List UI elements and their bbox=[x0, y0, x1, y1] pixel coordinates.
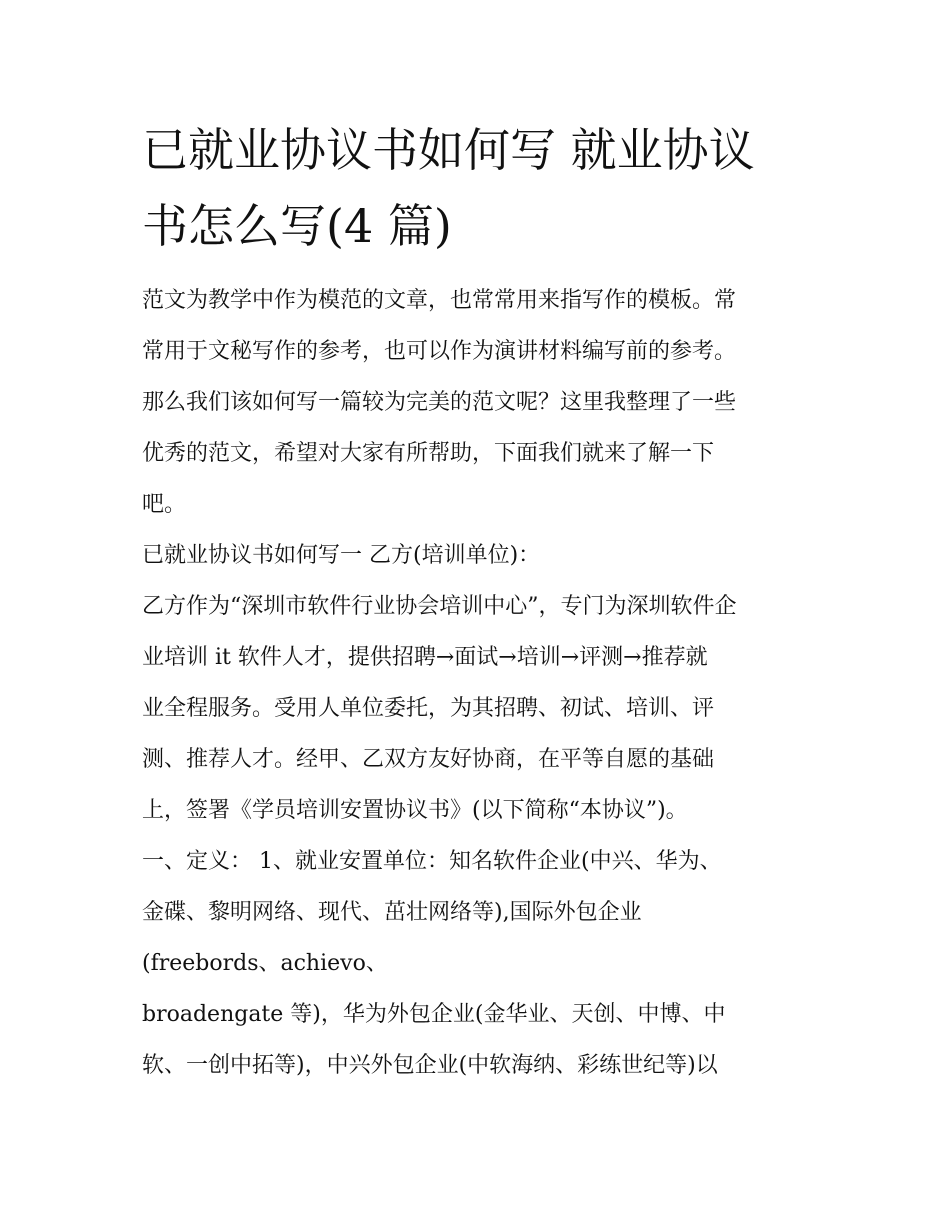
intro-line-4: 优秀的范文，希望对大家有所帮助，下面我们就来了解一下 bbox=[142, 441, 715, 466]
paragraph-1-line-5: 上，签署《学员培训安置协议书》(以下简称“本协议”)。 bbox=[142, 798, 688, 823]
paragraph-1-line-2: 业培训 it 软件人才，提供招聘→面试→培训→评测→推荐就 bbox=[142, 645, 708, 670]
document-title bbox=[142, 112, 822, 264]
section-heading bbox=[142, 530, 822, 581]
paragraph-1-line-1: 乙方作为“深圳市软件行业协会培训中心”，专门为深圳软件企 bbox=[142, 594, 737, 619]
paragraph-1-line-4: 测、推荐人才。经甲、乙双方友好协商，在平等自愿的基础 bbox=[142, 747, 715, 772]
intro-line-5: 吧。 bbox=[142, 492, 187, 517]
intro-line-1: 范文为教学中作为模范的文章，也常常用来指写作的模板。常 bbox=[142, 288, 737, 313]
paragraph-1-line-3: 业全程服务。受用人单位委托，为其招聘、初试、培训、评 bbox=[142, 696, 715, 721]
paragraph-2-line-5: 软、一创中拓等)，中兴外包企业(中软海纳、彩练世纪等)以 bbox=[142, 1053, 718, 1078]
title-line-1: 已就业协议书如何写 就业协议 bbox=[142, 123, 755, 177]
paragraph-2-line-4: broadengate 等)，华为外包企业(金华业、天创、中博、中 bbox=[142, 1002, 726, 1027]
paragraph-2-line-1: 一、定义： 1、就业安置单位：知名软件企业(中兴、华为、 bbox=[142, 849, 722, 874]
intro-paragraph bbox=[142, 275, 822, 530]
paragraph-2 bbox=[142, 836, 822, 1091]
title-line-2: 书怎么写(4 篇) bbox=[142, 199, 452, 253]
intro-line-3: 那么我们该如何写一篇较为完美的范文呢？这里我整理了一些 bbox=[142, 390, 737, 415]
paragraph-2-line-3: (freebords、achievo、 bbox=[142, 951, 388, 976]
section-heading-text: 已就业协议书如何写一 乙方(培训单位)： bbox=[142, 543, 541, 568]
intro-line-2: 常用于文秘写作的参考，也可以作为演讲材料编写前的参考。 bbox=[142, 339, 737, 364]
paragraph-2-line-2: 金碟、黎明网络、现代、茁壮网络等),国际外包企业 bbox=[142, 900, 642, 925]
paragraph-1 bbox=[142, 581, 822, 836]
